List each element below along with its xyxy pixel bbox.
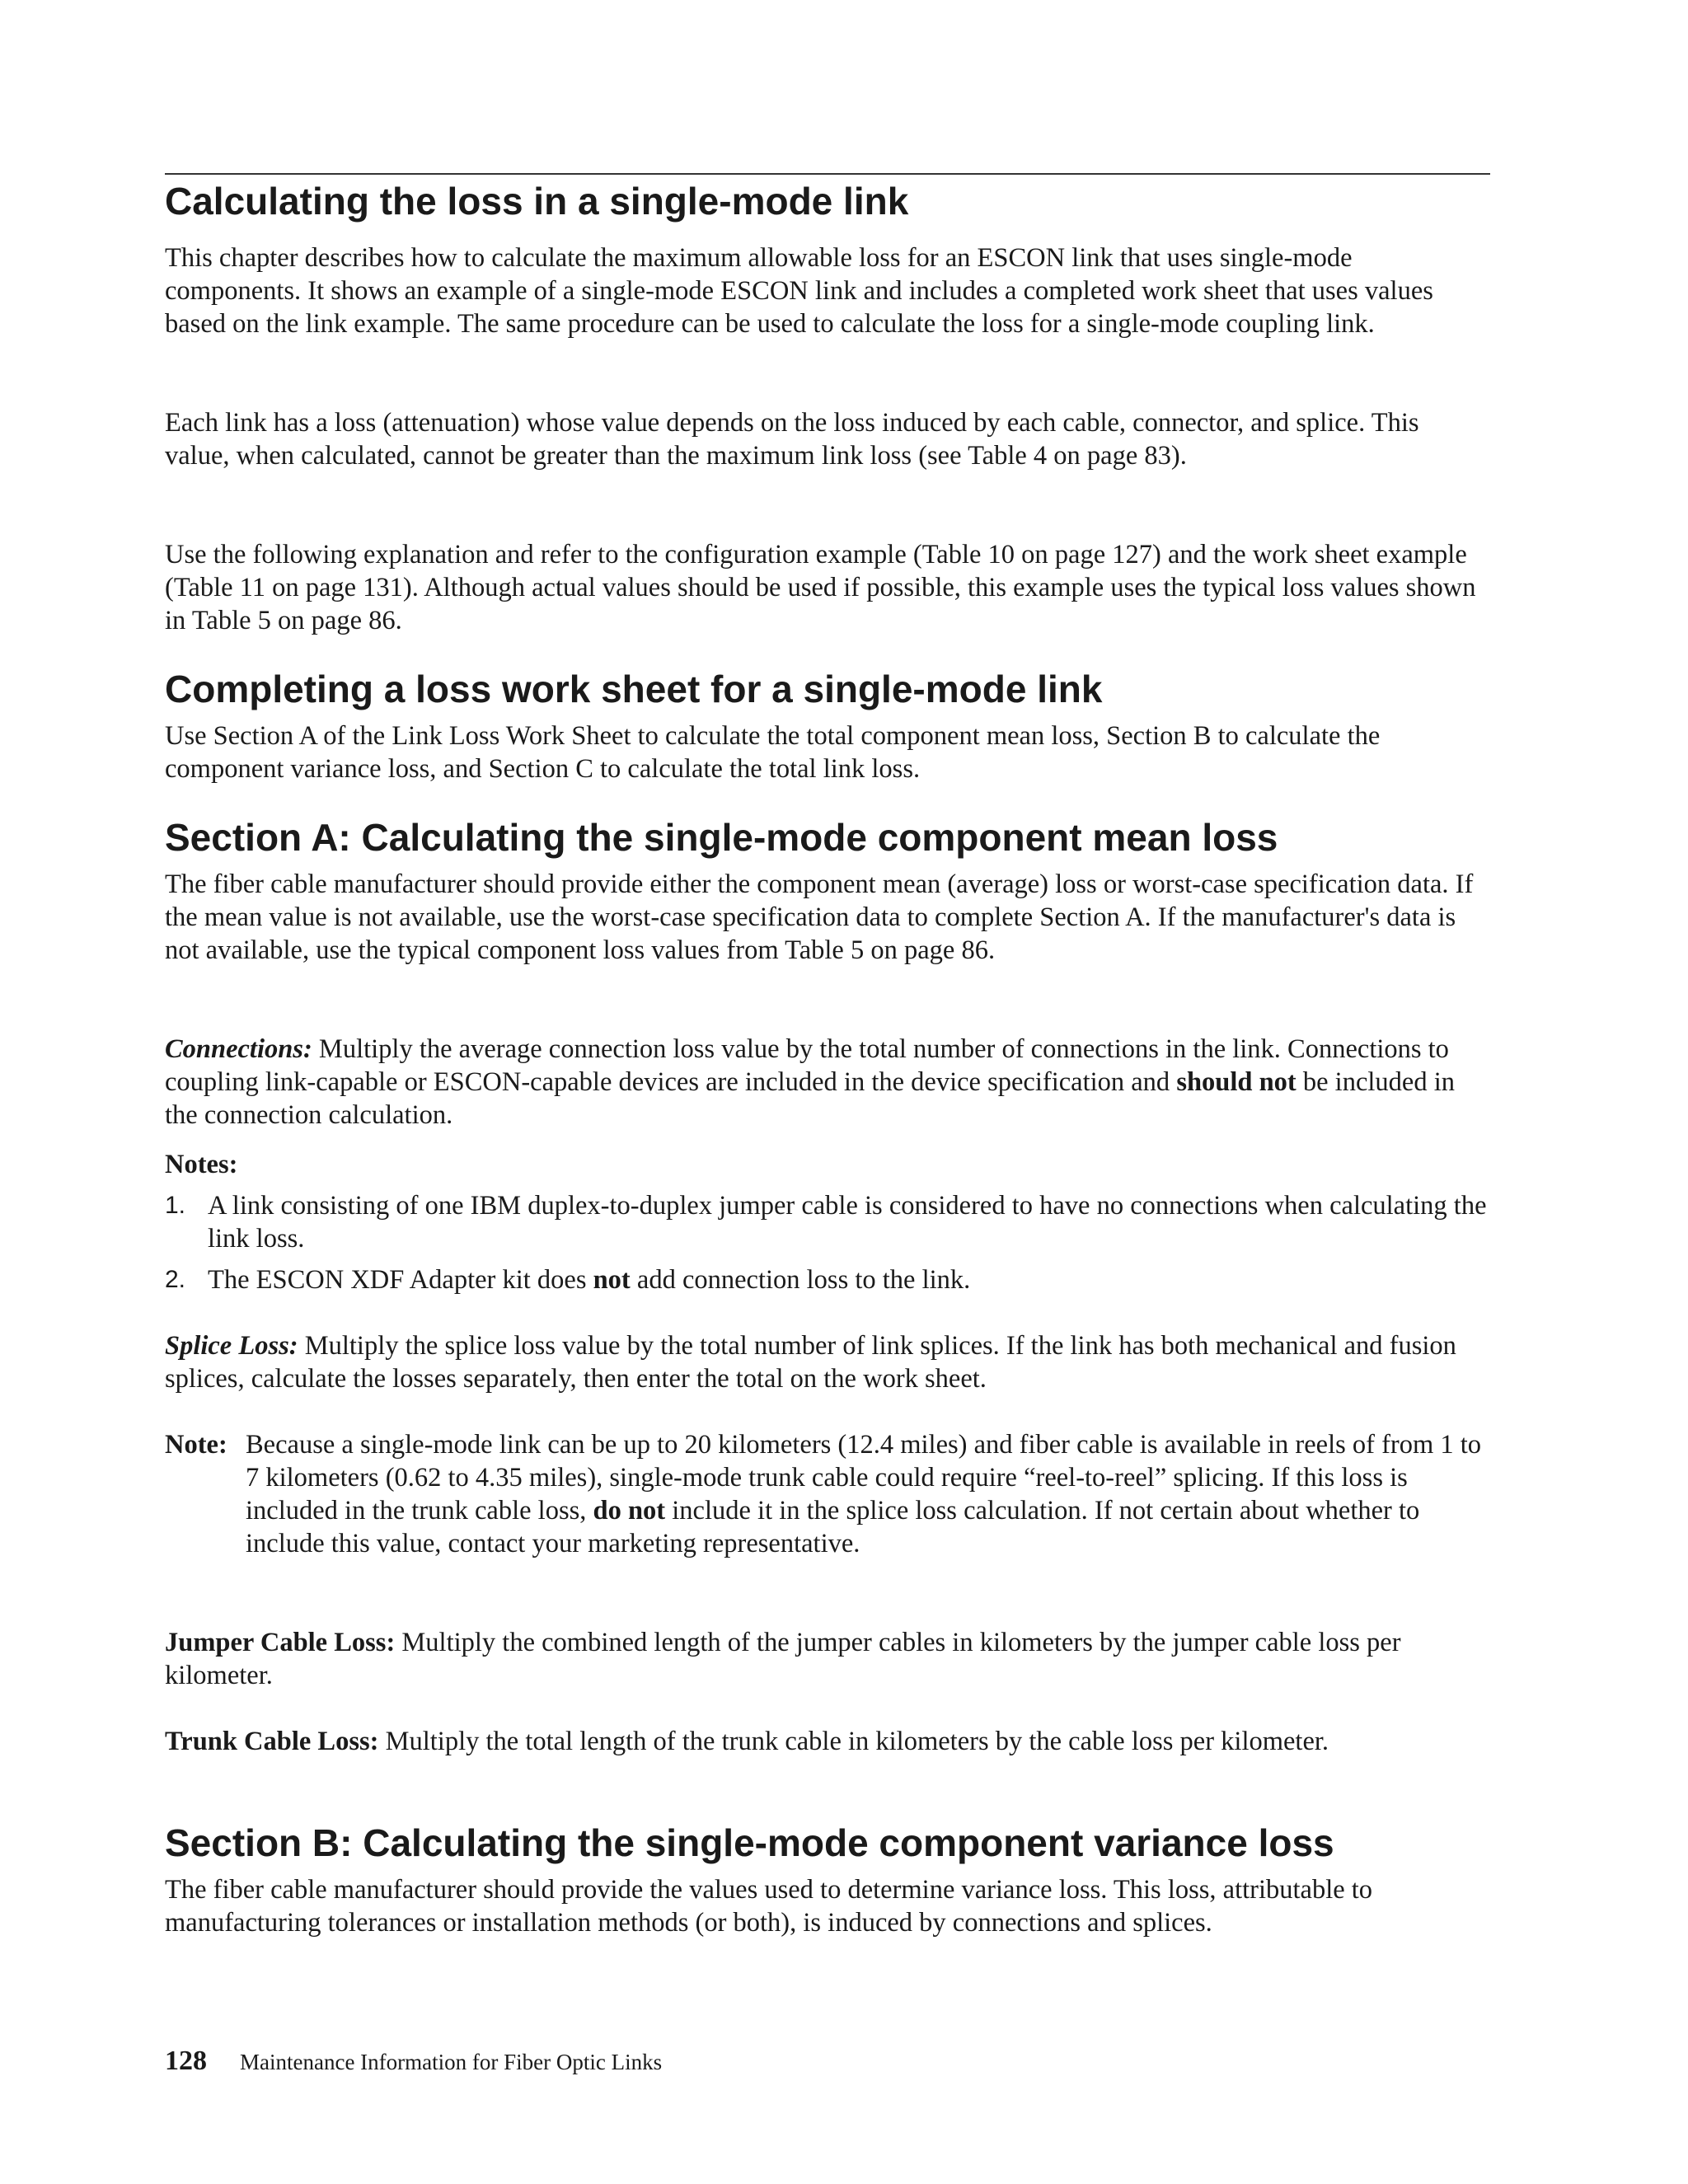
splice-note — [165, 1428, 1490, 1560]
jumper-paragraph — [165, 1626, 1490, 1692]
trunk-label: Trunk Cable Loss: — [165, 1727, 379, 1756]
connections-label: Connections: — [165, 1034, 312, 1064]
note-text-b: include it in the splice loss calculation. If not certain about whether to include this value, contact your marketing representative. — [246, 1496, 1420, 1558]
section-a-paragraph: The fiber cable manufacturer should provide either the component mean (average) loss or worst-case specification data. If the mean value is not available, use the worst-case specification data to complete Section A. If the manufacturer's data is not available, use the typical component loss values from Table 5 on page 86. — [165, 869, 1474, 965]
explanation-paragraph: Use the following explanation and refer to the configuration example (Table 10 on page 127) and the work sheet example (Table 11 on page 131). Although actual values should be used if possible, this example uses the typical loss values shown in Table 5 on page 86. — [165, 540, 1476, 635]
worksheet-paragraph: Use Section A of the Link Loss Work Sheet to calculate the total component mean loss, Section B to calculate the component variance loss, and Section C to calculate the total link loss. — [165, 721, 1381, 784]
note-text-a: Because a single-mode link can be up to 20 kilometers (12.4 miles) and fiber cable is available in reels of from 1 to 7 kilometers (0.62 to 4.35 miles), single-mode trunk cable could require “reel-to-reel” splicing. If this loss is included in the trunk cable loss, — [246, 1430, 1482, 1526]
section-a-heading: Section A: Calculating the single-mode component mean loss — [165, 816, 1278, 859]
note-label: Note: — [165, 1430, 227, 1460]
note-number: 2. — [165, 1266, 186, 1293]
note-number: 1. — [165, 1192, 186, 1219]
connections-text-a: Multiply the average connection loss value by the total number of connections in the link. Connections to coupling link-capable or ESCON-capable devices are included in the device specification and — [165, 1034, 1449, 1097]
connections-bold: should not — [1176, 1067, 1296, 1097]
splice-label: Splice Loss: — [165, 1331, 298, 1361]
splice-text: Multiply the splice loss value by the total number of link splices. If the link has both mechanical and fusion splices, calculate the losses separately, then enter the total on the work sheet. — [165, 1331, 1456, 1394]
section-b-paragraph: The fiber cable manufacturer should provide the values used to determine variance loss. This loss, attributable to manufacturing tolerances or installation methods (or both), is induced by connections and splices. — [165, 1875, 1373, 1938]
connections-paragraph — [165, 1033, 1490, 1132]
note-text-a: The ESCON XDF Adapter kit does — [208, 1265, 593, 1295]
note-item-1 — [165, 1189, 1490, 1255]
note-bold: do not — [593, 1496, 666, 1526]
connections-text-b: be included in the connection calculation. — [165, 1067, 1455, 1130]
section-b-heading: Section B: Calculating the single-mode component variance loss — [165, 1821, 1334, 1864]
notes-list — [165, 1189, 1490, 1305]
worksheet-heading: Completing a loss work sheet for a single-mode link — [165, 668, 1103, 710]
note-body — [246, 1428, 1490, 1560]
notes-label: Notes: — [165, 1150, 238, 1179]
trunk-text: Multiply the total length of the trunk cable in kilometers by the cable loss per kilometer. — [378, 1727, 1329, 1756]
jumper-text: Multiply the combined length of the jumper cables in kilometers by the jumper cable loss per kilometer. — [165, 1628, 1401, 1690]
note-text: A link consisting of one IBM duplex-to-duplex jumper cable is considered to have no connections when calculating the link loss. — [208, 1191, 1487, 1254]
jumper-label: Jumper Cable Loss: — [165, 1628, 396, 1657]
book-title: Maintenance Information for Fiber Optic Links — [240, 2050, 663, 2074]
page-number: 128 — [165, 2046, 207, 2076]
intro-paragraph: This chapter describes how to calculate the maximum allowable loss for an ESCON link that uses single-mode components. It shows an example of a single-mode ESCON link and includes a completed work sheet that uses values based on the link example. The same procedure can be used to calculate the loss for a single-mode coupling link. — [165, 243, 1433, 339]
note-bold: not — [593, 1265, 631, 1295]
chapter-title: Calculating the loss in a single-mode link — [165, 180, 909, 223]
splice-paragraph — [165, 1329, 1490, 1395]
note-item-2 — [165, 1263, 1490, 1296]
page-footer — [165, 2046, 662, 2077]
note-text-b: add connection loss to the link. — [630, 1265, 971, 1295]
trunk-paragraph — [165, 1725, 1490, 1758]
link-loss-paragraph: Each link has a loss (attenuation) whose value depends on the loss induced by each cable, connector, and splice. This value, when calculated, cannot be greater than the maximum link loss (see Table 4 on page 83). — [165, 408, 1419, 471]
top-rule — [165, 173, 1490, 175]
